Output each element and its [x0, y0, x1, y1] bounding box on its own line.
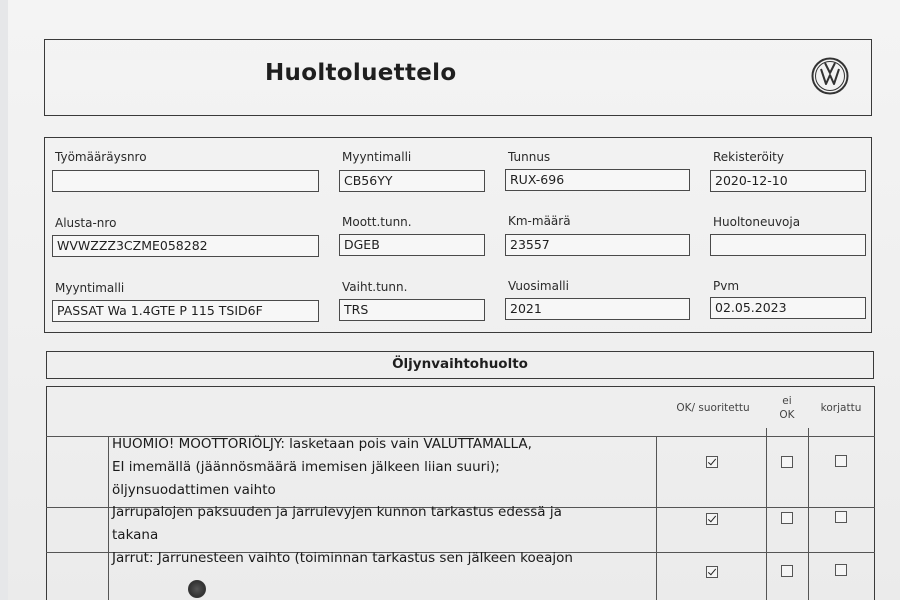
field-label: Rekisteröity — [713, 150, 784, 164]
not-ok-checkbox[interactable] — [781, 456, 793, 468]
binder-hole-icon — [188, 580, 206, 598]
repaired-checkbox[interactable] — [835, 511, 847, 523]
section-title: Öljynvaihtohuolto — [46, 351, 874, 379]
page-title: Huoltoluettelo — [265, 60, 457, 86]
field-label: Myyntimalli — [55, 281, 125, 295]
field-label: Huoltoneuvoja — [713, 215, 801, 229]
repaired-checkbox[interactable] — [835, 564, 847, 576]
checklist-item-text — [112, 547, 657, 570]
engine-code-field[interactable]: DGEB — [339, 234, 485, 256]
column-header-not-ok: ei OK — [779, 395, 795, 421]
text-line: öljynsuodattimen vaihto — [112, 482, 276, 498]
field-label: Alusta-nro — [55, 216, 117, 230]
checklist-item-text — [112, 433, 657, 502]
sales-model-long-field[interactable]: PASSAT Wa 1.4GTE P 115 TSID6F — [52, 300, 319, 322]
ok-checkbox[interactable] — [706, 566, 718, 578]
gearbox-code-field[interactable]: TRS — [339, 299, 485, 321]
field-label: Moott.tunn. — [342, 215, 412, 229]
text-line: Jarrupalojen paksuuden ja jarrulevyjen kunnon tarkastus edessä ja — [112, 504, 562, 520]
not-ok-checkbox[interactable] — [781, 512, 793, 524]
plate-field[interactable]: RUX-696 — [505, 169, 690, 191]
text-line: takana — [112, 527, 159, 543]
text-line: HUOMIO! MOOTTORIÖLJY: lasketaan pois vain VALUTTAMALLA, — [112, 436, 532, 452]
column-header-ok: OK/ suoritettu — [676, 402, 750, 414]
field-label: Vuosimalli — [508, 279, 569, 293]
field-label: Pvm — [713, 279, 740, 293]
text-line: EI imemällä (jäännösmäärä imemisen jälkeen liian suuri); — [112, 459, 500, 475]
field-label: Vaiht.tunn. — [342, 280, 408, 294]
field-label: Km-määrä — [508, 214, 571, 228]
date-field[interactable]: 02.05.2023 — [710, 297, 866, 319]
column-divider — [808, 428, 809, 600]
field-label: Myyntimalli — [342, 150, 412, 164]
header-box — [44, 39, 872, 116]
repaired-checkbox[interactable] — [835, 455, 847, 467]
field-label: Tunnus — [508, 150, 551, 164]
field-label: Työmääräysnro — [55, 150, 147, 164]
column-header-repaired: korjattu — [820, 402, 862, 414]
checklist-item-text — [112, 501, 657, 547]
mileage-field[interactable]: 23557 — [505, 234, 690, 256]
not-ok-checkbox[interactable] — [781, 565, 793, 577]
vw-logo-icon — [811, 57, 849, 95]
registered-field[interactable]: 2020-12-10 — [710, 170, 866, 192]
service-advisor-field[interactable] — [710, 234, 866, 256]
text-line: Jarrut: Jarrunesteen vaihto (toiminnan tarkastus sen jälkeen koeajon — [112, 550, 573, 566]
model-year-field[interactable]: 2021 — [505, 298, 690, 320]
work-order-field[interactable] — [52, 170, 319, 192]
column-divider — [766, 428, 767, 600]
ok-checkbox[interactable] — [706, 456, 718, 468]
column-divider — [108, 436, 109, 600]
vin-field[interactable]: WVWZZZ3CZME058282 — [52, 235, 319, 257]
ok-checkbox[interactable] — [706, 513, 718, 525]
sales-model-field[interactable]: CB56YY — [339, 170, 485, 192]
